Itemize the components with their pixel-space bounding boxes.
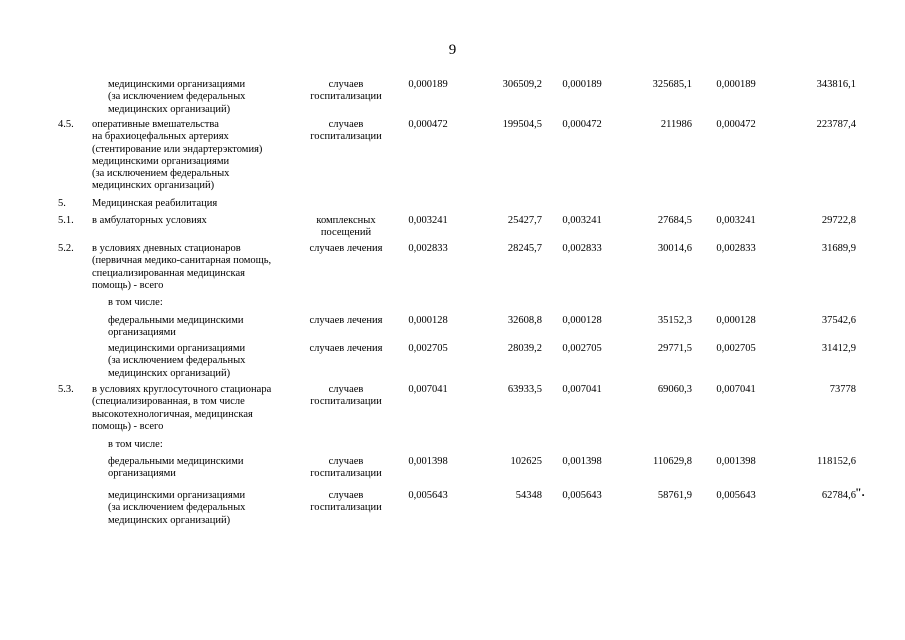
row-name-line: организациями — [108, 327, 176, 339]
norm-value: 0,005643 — [716, 490, 756, 501]
row-name-line: федеральными медицинскими — [108, 315, 244, 326]
row-name — [92, 384, 302, 433]
row-name — [92, 215, 302, 227]
row-name-line: (стентирование или эндартерэктомия) — [92, 143, 263, 155]
norm-value: 0,005643 — [562, 490, 602, 501]
row-name-line: медицинскими организациями — [108, 343, 246, 354]
norm-value: 0,003241 — [716, 215, 756, 226]
row-name-line: медицинскими организациями — [92, 155, 230, 167]
norm-value: 0,002705 — [408, 343, 448, 354]
page-number: 9 — [448, 42, 457, 58]
row-name — [92, 243, 302, 292]
row-name-line: (первичная медико-санитарная помощь, — [92, 255, 272, 267]
cost-value: 27684,5 — [657, 215, 692, 226]
row-name-line: в том числе: — [108, 297, 163, 308]
cost-value: 62784,6 — [821, 490, 856, 501]
unit-line: комплексных — [316, 215, 376, 226]
cost-value: 223787,4 — [816, 119, 856, 130]
row-name-line: (за исключением федеральных — [92, 168, 230, 180]
unit-of-measure — [304, 215, 388, 240]
cost-value: 31689,9 — [821, 243, 856, 254]
unit-line: случаев — [328, 119, 364, 130]
norm-value: 0,001398 — [562, 456, 602, 467]
unit-line: случаев — [328, 384, 364, 395]
norm-value: 0,002705 — [716, 343, 756, 354]
cost-value: 54348 — [515, 490, 542, 501]
norm-value: 0,003241 — [562, 215, 602, 226]
cost-value: 110629,8 — [653, 456, 692, 467]
row-name-line: на брахиоцефальных артериях — [92, 131, 229, 143]
unit-line: случаев лечения — [309, 343, 383, 354]
cost-value: 58761,9 — [657, 490, 692, 501]
cost-value: 28245,7 — [507, 243, 542, 254]
cost-value: 29771,5 — [657, 343, 692, 354]
norm-value: 0,007041 — [562, 384, 602, 395]
norm-value: 0,000472 — [716, 119, 756, 130]
norm-value: 0,000189 — [562, 79, 602, 90]
norm-value: 0,007041 — [408, 384, 448, 395]
row-number: 5.3. — [58, 384, 74, 395]
norm-value: 0,002833 — [716, 243, 756, 254]
cost-value: 28039,2 — [507, 343, 542, 354]
unit-line: госпитализации — [310, 468, 382, 480]
norm-value: 0,000472 — [408, 119, 448, 130]
unit-line: случаев — [328, 456, 364, 467]
row-name — [108, 343, 303, 380]
row-name-line: в амбулаторных условиях — [92, 215, 207, 226]
norm-value: 0,003241 — [408, 215, 448, 226]
norm-value: 0,007041 — [716, 384, 756, 395]
norm-value: 0,000472 — [562, 119, 602, 130]
cost-value: 325685,1 — [652, 79, 692, 90]
cost-value: 306509,2 — [502, 79, 542, 90]
norm-value: 0,000189 — [716, 79, 756, 90]
row-number: 5. — [58, 198, 66, 209]
cost-value: 199504,5 — [502, 119, 542, 130]
cost-value: 31412,9 — [821, 343, 856, 354]
norm-value: 0,000128 — [716, 315, 756, 326]
row-name — [92, 198, 302, 210]
row-name — [108, 439, 303, 451]
cost-value: 30014,6 — [657, 243, 692, 254]
row-name-line: медицинских организаций) — [108, 103, 231, 115]
cost-value: 37542,6 — [821, 315, 856, 326]
norm-value: 0,001398 — [408, 456, 448, 467]
cost-value: 25427,7 — [507, 215, 542, 226]
row-name-line: (за исключением федеральных — [108, 502, 246, 514]
unit-line: госпитализации — [310, 131, 382, 143]
cost-value: 73778 — [829, 384, 856, 395]
row-name-line: федеральными медицинскими — [108, 456, 244, 467]
row-name — [92, 119, 302, 193]
unit-line: случаев лечения — [309, 315, 383, 326]
row-name-line: медицинских организаций) — [108, 514, 231, 526]
row-name-line: в условиях круглосуточного стационара — [92, 384, 272, 395]
unit-of-measure — [304, 384, 388, 409]
row-name — [108, 297, 303, 309]
row-name — [108, 79, 303, 116]
norm-value: 0,002833 — [408, 243, 448, 254]
norm-value: 0,000128 — [408, 315, 448, 326]
row-name-line: высокотехнологичная, медицинская — [92, 408, 253, 420]
cost-value: 32608,8 — [507, 315, 542, 326]
row-name-line: специализированная медицинская — [92, 267, 245, 279]
unit-of-measure — [304, 79, 388, 104]
row-number: 5.1. — [58, 215, 74, 226]
unit-of-measure — [304, 456, 388, 481]
row-number: 5.2. — [58, 243, 74, 254]
cost-value: 211986 — [660, 119, 692, 130]
unit-line: случаев — [328, 490, 364, 501]
row-name-line: медицинскими организациями — [108, 490, 246, 501]
unit-of-measure — [304, 343, 388, 355]
cost-value: 69060,3 — [657, 384, 692, 395]
unit-of-measure — [304, 119, 388, 144]
row-name-line: медицинскими организациями — [108, 79, 246, 90]
unit-line: случаев лечения — [309, 243, 383, 254]
norm-value: 0,001398 — [716, 456, 756, 467]
norm-value: 0,002833 — [562, 243, 602, 254]
cost-value: 35152,3 — [657, 315, 692, 326]
row-name — [108, 490, 303, 527]
unit-of-measure — [304, 315, 388, 327]
row-name-line: помощь) - всего — [92, 420, 164, 432]
cost-value: 343816,1 — [816, 79, 856, 90]
unit-line: госпитализации — [310, 502, 382, 514]
row-name-line: в том числе: — [108, 439, 163, 450]
row-name — [108, 315, 303, 340]
row-name-line: Медицинская реабилитация — [92, 198, 218, 209]
row-name-line: (за исключением федеральных — [108, 91, 246, 103]
norm-value: 0,000189 — [408, 79, 448, 90]
norm-value: 0,002705 — [562, 343, 602, 354]
row-name-line: оперативные вмешательства — [92, 119, 219, 130]
cost-value: 29722,8 — [821, 215, 856, 226]
row-name-line: организациями — [108, 468, 176, 480]
row-name-line: помощь) - всего — [92, 279, 164, 291]
row-name — [108, 456, 303, 481]
row-name-line: (за исключением федеральных — [108, 355, 246, 367]
unit-line: госпитализации — [310, 396, 382, 408]
cost-value: 63933,5 — [507, 384, 542, 395]
unit-line: госпитализации — [310, 91, 382, 103]
closing-quote: ". — [855, 485, 865, 499]
cost-value: 118152,6 — [817, 456, 856, 467]
norm-value: 0,000128 — [562, 315, 602, 326]
row-name-line: (специализированная, в том числе — [92, 396, 245, 408]
norm-value: 0,005643 — [408, 490, 448, 501]
unit-of-measure — [304, 490, 388, 515]
unit-line: случаев — [328, 79, 364, 90]
cost-value: 102625 — [510, 456, 542, 467]
unit-of-measure — [304, 243, 388, 255]
row-name-line: медицинских организаций) — [108, 367, 231, 379]
row-number: 4.5. — [58, 119, 74, 130]
row-name-line: в условиях дневных стационаров — [92, 243, 241, 254]
row-name-line: медицинских организаций) — [92, 180, 215, 192]
unit-line: посещений — [320, 227, 372, 239]
